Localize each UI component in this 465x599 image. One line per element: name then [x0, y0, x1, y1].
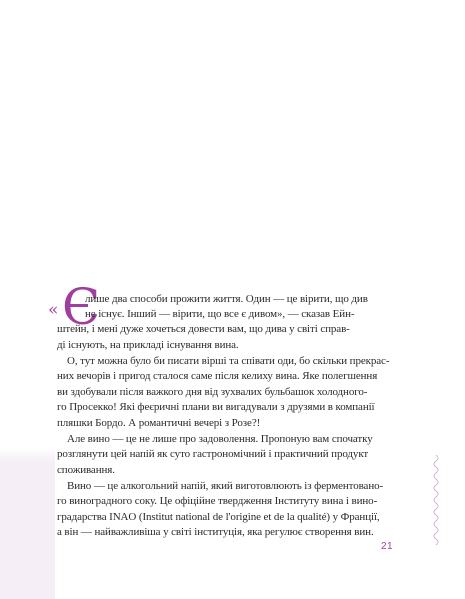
decorative-side-band	[0, 462, 55, 599]
text-line: ви здобували після важкого дня від зухвалих бульбашок холодного-	[57, 386, 368, 398]
page-number: 21	[381, 541, 394, 552]
text-line: штейн, і мені дуже хочеться довести вам, що дива у світі справ-	[57, 323, 350, 335]
text-line: О, тут можна було би писати вірші та співати оди, бо скільки прекрас-	[67, 355, 390, 367]
text-line: градарства INAO (Institut national de l'origine et de la qualité) у Франції,	[57, 511, 380, 523]
text-line: лише два способи прожити життя. Один — це вірити, що див	[85, 293, 368, 305]
text-line: а він — найважливіша у світі інституція, яка регулює створення вин.	[57, 526, 374, 538]
text-line: пляшки Бордо. А романтичні вечері з Розе?!	[57, 417, 261, 429]
wavy-line-ornament-icon	[431, 455, 441, 547]
text-line: Вино — це алкогольний напій, який виготовлюють із ферментовано-	[67, 480, 384, 492]
text-line: го Просекко! Які феєричні плани ви вигадували з друзями в компанії	[57, 401, 375, 413]
text-line: споживання.	[57, 464, 115, 476]
text-line: го виноградного соку. Це офіційне твердження Інституту вина і вино-	[57, 495, 378, 507]
text-line: розглянути цей напій як суто гастрономічний і практичний продукт	[57, 448, 369, 460]
drop-cap-letter: Є	[62, 278, 101, 336]
opening-quote-mark: «	[48, 300, 59, 320]
text-line: не існує. Інший — вірити, що все є дивом», — сказав Ейн-	[85, 308, 355, 320]
text-line: Але вино — це не лише про задоволення. Пропоную вам спочатку	[67, 433, 373, 445]
text-line: них вечорів і пригод сталося саме після келиху вина. Яке полегшення	[57, 370, 378, 382]
text-line: ді існують, на прикладі існування вина.	[57, 339, 239, 351]
